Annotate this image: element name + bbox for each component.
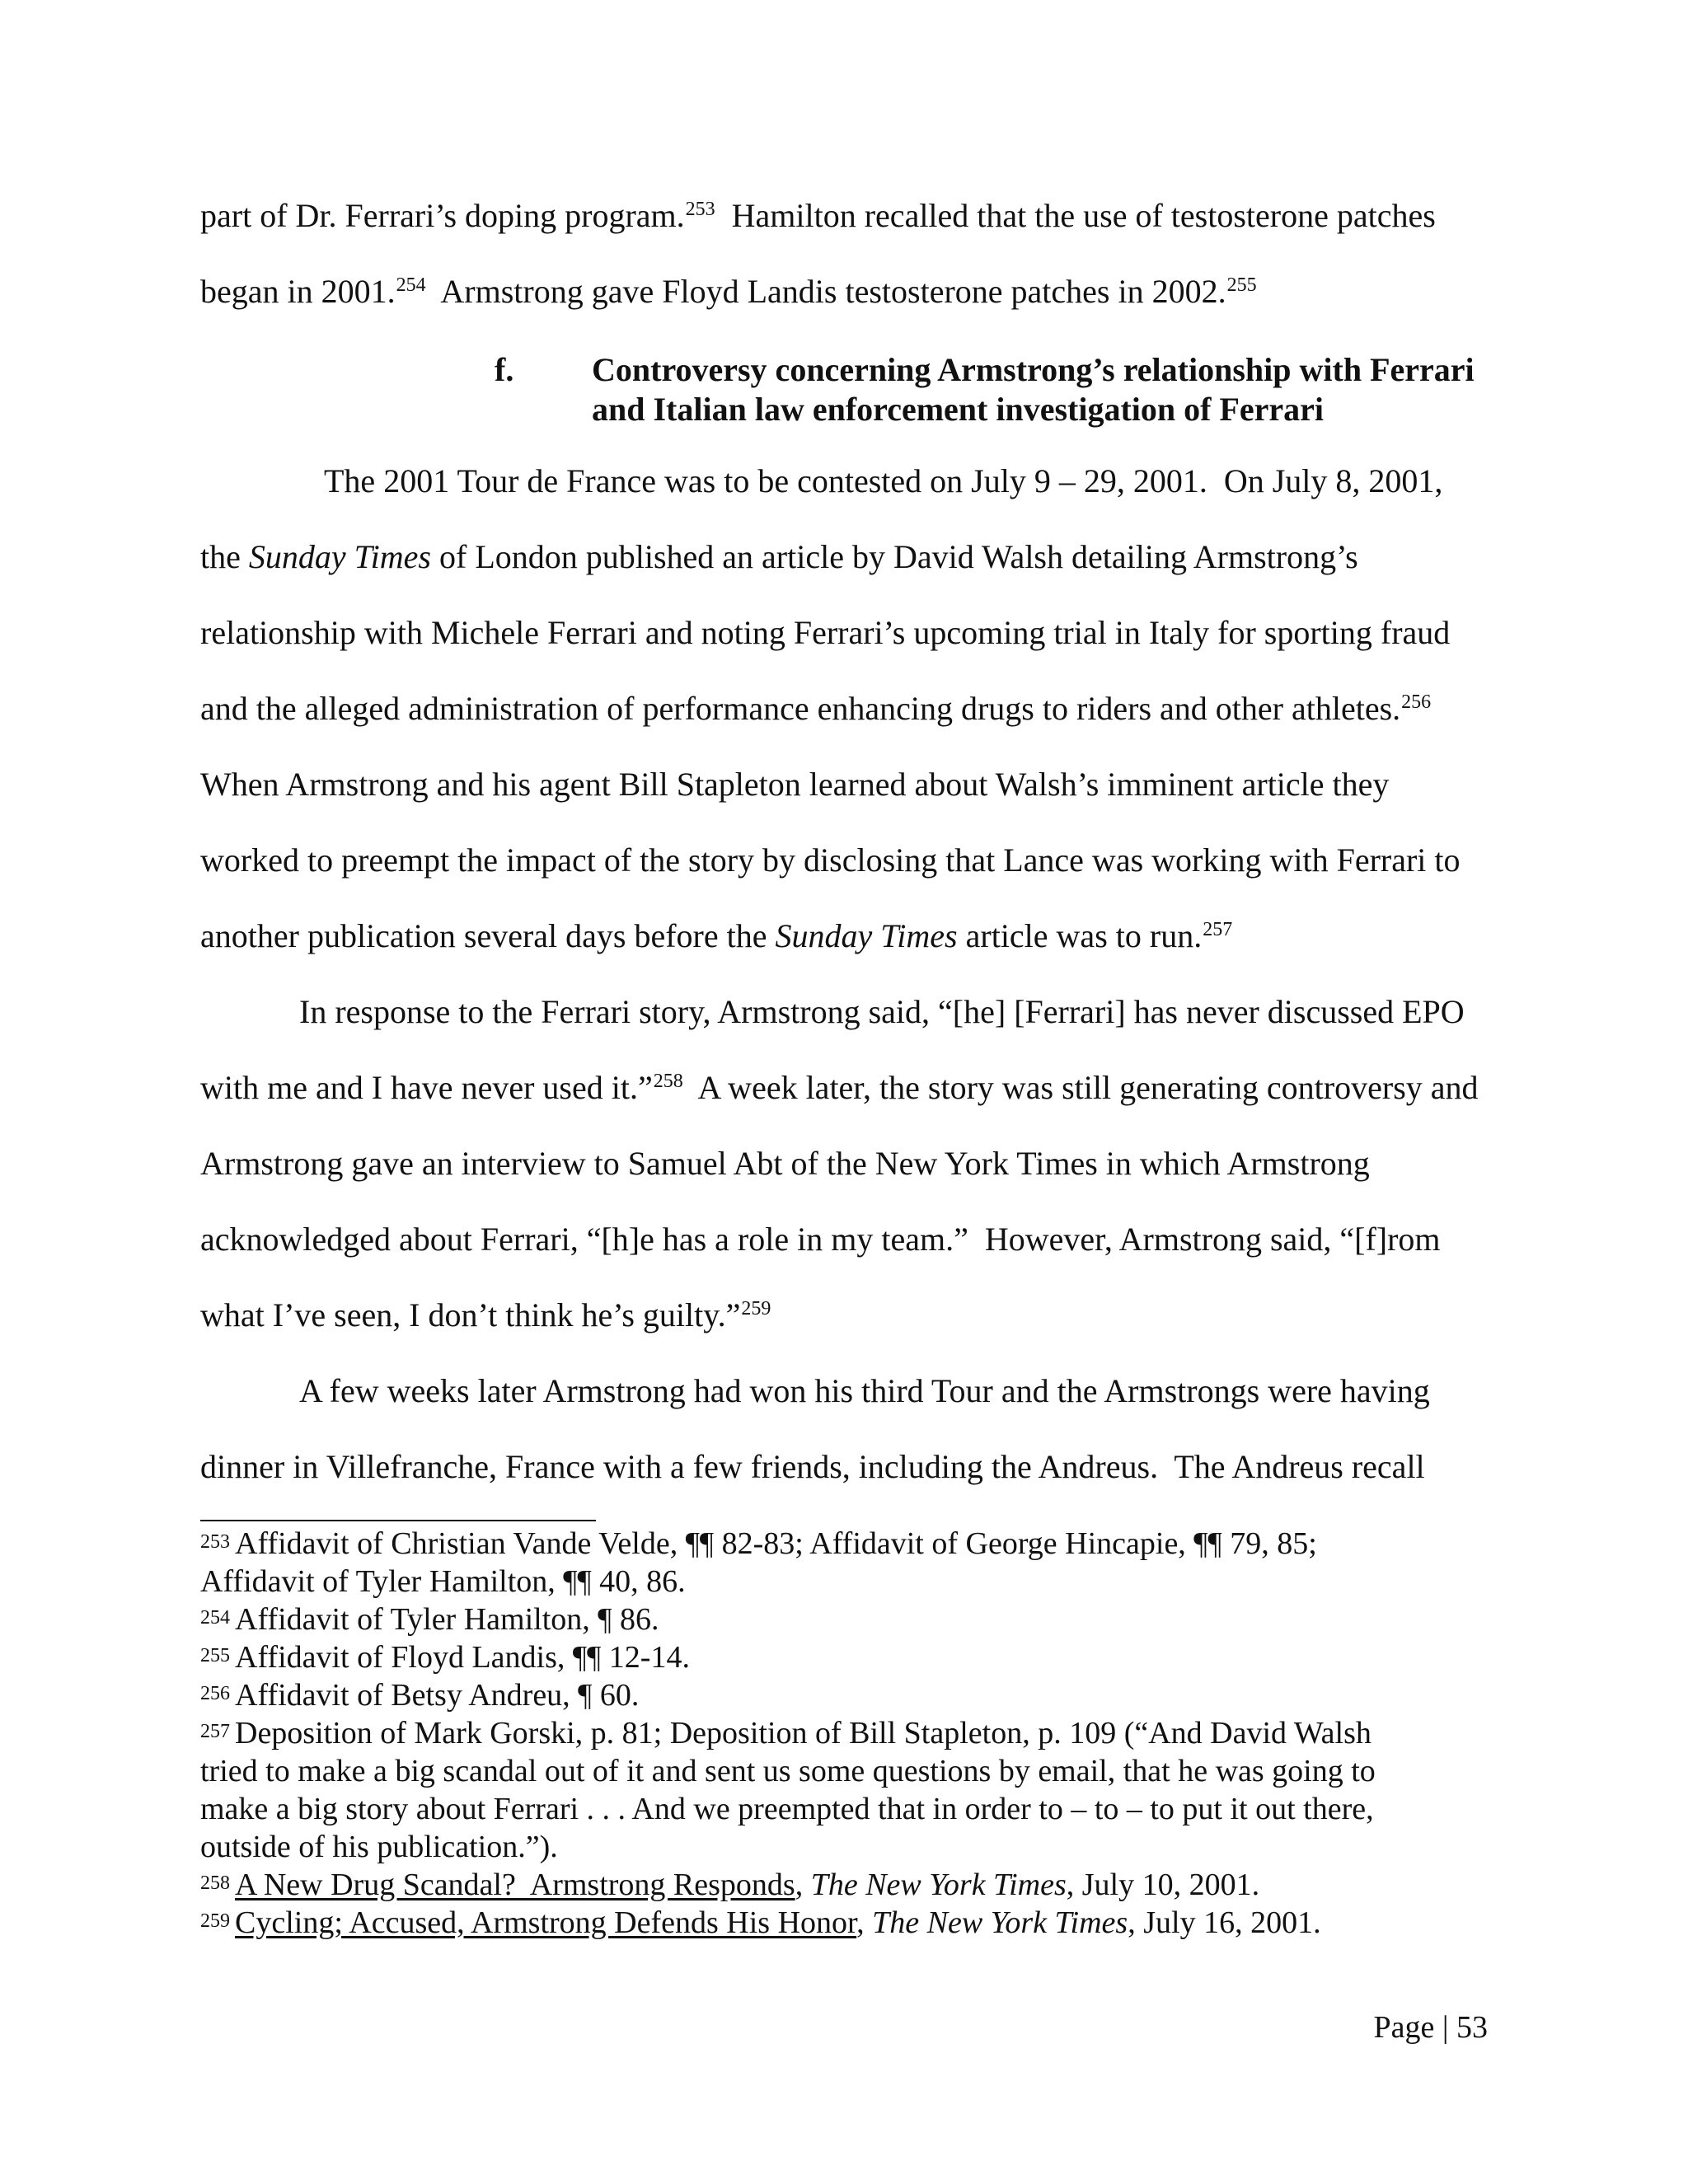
text-line: the Sunday Times of London published an article by David Walsh detailing Armstrong’s	[200, 538, 1358, 575]
footnote-ref[interactable]: 255	[1226, 274, 1257, 296]
text-line: with me and I have never used it.”$^{258}$ A week later, the story was still generating controversy and	[200, 1069, 1479, 1106]
text-line: dinner in Villefranche, France with a few friends, including the Andreus. The Andreus recall	[200, 1448, 1425, 1485]
section-title-line-2: and Italian law enforcement investigation of Ferrari	[592, 391, 1325, 428]
footnote-ref[interactable]: 254	[396, 274, 426, 296]
text-line: In response to the Ferrari story, Armstrong said, “[he] [Ferrari] has never discussed EPO	[299, 993, 1465, 1030]
footnote-ref[interactable]: 253	[685, 199, 715, 220]
section-title-line-1: Controversy concerning Armstrong’s relationship with Ferrari	[592, 351, 1475, 388]
text-line: worked to preempt the impact of the story by disclosing that Lance was working with Ferrari to	[200, 841, 1461, 879]
text-line: what I’ve seen, I don’t think he’s guilty.”$^{259}$	[200, 1296, 771, 1333]
citation-link[interactable]: Cycling; Accused, Armstrong Defends His Honor	[235, 1905, 857, 1940]
paragraph-2	[200, 974, 1494, 1353]
page-number: Page | 53	[1373, 2010, 1488, 2045]
footnote-258: $^{258}$ A New Drug Scandal? Armstrong Responds, The New York Times, July 10, 2001.	[200, 1868, 1260, 1902]
text-line: When Armstrong and his agent Bill Stapleton learned about Walsh’s imminent article they	[200, 766, 1390, 803]
footnote-254: $^{254}$ Affidavit of Tyler Hamilton, ¶ 86.	[200, 1602, 659, 1637]
continuation-paragraph	[200, 178, 1494, 330]
text-line: relationship with Michele Ferrari and noting Ferrari’s upcoming trial in Italy for sporting fraud	[200, 614, 1451, 651]
footnote-ref[interactable]: 259	[741, 1298, 771, 1319]
text-line: A few weeks later Armstrong had won his third Tour and the Armstrongs were having	[299, 1372, 1430, 1409]
text-line: and the alleged administration of performance enhancing drugs to riders and other athletes.$^{256}$	[200, 690, 1432, 727]
footnote-ref[interactable]: 258	[653, 1071, 683, 1092]
footnote-255: $^{255}$ Affidavit of Floyd Landis, ¶¶ 12-14.	[200, 1640, 690, 1675]
footnote-257-cont: make a big story about Ferrari . . . And we preempted that in order to – to – to put it out there,	[200, 1792, 1374, 1826]
text-line: part of Dr. Ferrari’s doping program.$^{253}$ Hamilton recalled that the use of testosterone patches	[200, 197, 1436, 234]
text-line: The 2001 Tour de France was to be contested on July 9 – 29, 2001. On July 8, 2001,	[324, 462, 1443, 499]
footnote-257-cont: tried to make a big scandal out of it and sent us some questions by email, that he was going to	[200, 1754, 1376, 1788]
footnote-separator	[200, 1520, 596, 1521]
section-letter: f.	[495, 351, 514, 388]
text-line: began in 2001.$^{254}$ Armstrong gave Floyd Landis testosterone patches in 2002.$^{255}$	[200, 273, 1257, 310]
footnote-259: $^{259}$ Cycling; Accused, Armstrong Defends His Honor, The New York Times, July 16, 2001.	[200, 1905, 1321, 1940]
text-line: Armstrong gave an interview to Samuel Abt of the New York Times in which Armstrong	[200, 1145, 1370, 1182]
paragraph-1	[200, 443, 1494, 974]
paragraph-3	[200, 1353, 1494, 1505]
footnote-257-cont: outside of his publication.”).	[200, 1830, 558, 1864]
footnote-257: $^{257}$ Deposition of Mark Gorski, p. 81; Deposition of Bill Stapleton, p. 109 (“And David Walsh	[200, 1716, 1372, 1750]
footnote-ref[interactable]: 257	[1203, 919, 1233, 940]
footnote-ref[interactable]: 256	[1401, 691, 1432, 713]
text-line: acknowledged about Ferrari, “[h]e has a role in my team.” However, Armstrong said, “[f]rom	[200, 1221, 1441, 1258]
footnote-256: $^{256}$ Affidavit of Betsy Andreu, ¶ 60.	[200, 1678, 640, 1713]
citation-link[interactable]: A New Drug Scandal? Armstrong Responds	[235, 1868, 795, 1902]
footnotes	[200, 1525, 1494, 1942]
footnote-253-cont: Affidavit of Tyler Hamilton, ¶¶ 40, 86.	[200, 1564, 686, 1599]
text-line: another publication several days before the Sunday Times article was to run.$^{257}$	[200, 917, 1233, 954]
footnote-253: $^{253}$ Affidavit of Christian Vande Velde, ¶¶ 82-83; Affidavit of George Hincapie, ¶¶ 79, 85;	[200, 1526, 1317, 1561]
